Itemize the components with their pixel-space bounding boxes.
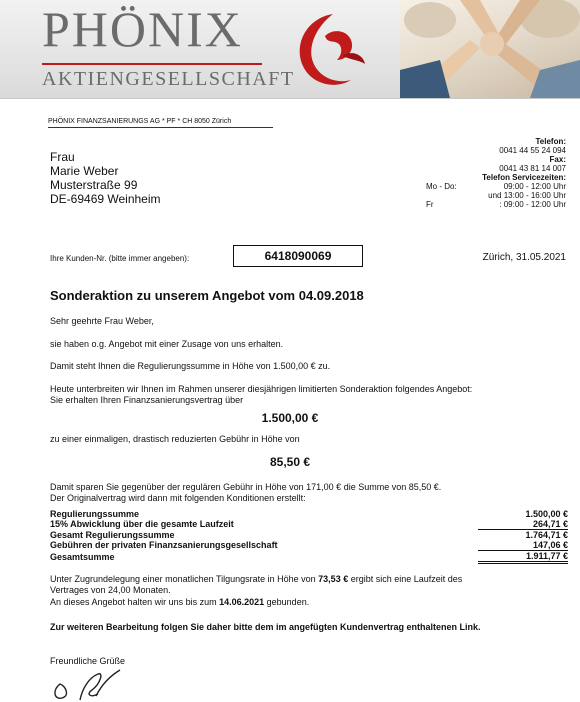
- fax-number: 0041 43 81 14 007: [499, 164, 566, 173]
- condition-label: Regulierungssumme: [50, 509, 140, 519]
- monthly-rate: 73,53 €: [318, 574, 349, 584]
- phoenix-emblem-icon: [285, 6, 375, 94]
- paragraph-5b: Der Originalvertrag wird dann mit folgenden Konditionen erstellt:: [50, 493, 306, 503]
- recipient-city: DE-69469 Weinheim: [50, 192, 161, 206]
- signature-icon: [50, 664, 160, 702]
- condition-value: 1.911,77 €: [478, 551, 568, 563]
- table-row: [50, 551, 568, 563]
- condition-label: 15% Abwicklung über die gesamte Laufzeit: [50, 519, 234, 530]
- valid-until-date: 14.06.2021: [219, 597, 265, 607]
- table-row: [50, 519, 568, 530]
- phone-number: 0041 44 55 24 094: [499, 146, 566, 155]
- table-row: [50, 509, 568, 519]
- recipient-salutation: Frau: [50, 150, 75, 164]
- logo-subtitle: AKTIENGESELLSCHAFT: [42, 68, 295, 90]
- conditions-table: [50, 509, 568, 564]
- paragraph-4: zu einer einmaligen, drastisch reduzierten Gebühr in Höhe von: [50, 434, 300, 444]
- terms-line-2: Vertrages von 24,00 Monaten.: [50, 585, 171, 595]
- logo-wordmark: PHÖNIX: [42, 1, 243, 57]
- sender-underline: [48, 127, 273, 128]
- service-hours: [426, 182, 566, 209]
- greeting: Sehr geehrte Frau Weber,: [50, 316, 154, 326]
- terms-line-3: An dieses Angebot halten wir uns bis zum 14.06.2021 gebunden.: [50, 597, 310, 607]
- final-note: Zur weiteren Bearbeitung folgen Sie daher bitte dem im angefügten Kundenvertrag enthaltenen Link.: [50, 622, 481, 632]
- condition-value: 264,71 €: [478, 519, 568, 530]
- paragraph-2: Damit steht Ihnen die Regulierungssumme in Höhe von 1.500,00 € zu.: [50, 361, 331, 371]
- condition-label: Gesamt Regulierungssumme: [50, 529, 175, 540]
- condition-value: 147,06 €: [478, 540, 568, 551]
- paragraph-3b: Sie erhalten Ihren Finanzsanierungsvertrag über: [50, 395, 244, 405]
- condition-label: Gebühren der privaten Finanzsanierungsgesellschaft: [50, 540, 278, 551]
- fax-label: Fax:: [549, 155, 566, 164]
- amount-contract: 1.500,00 €: [261, 411, 319, 425]
- sender-line: PHÖNIX FINANZSANIERUNGS AG * PF * CH 8050 Zürich: [48, 118, 232, 125]
- phone-label: Telefon:: [535, 137, 566, 146]
- hours-row: Mo - Do: 09:00 - 12:00 Uhr: [426, 182, 566, 191]
- paragraph-5a: Damit sparen Sie gegenüber der regulären Gebühr in Höhe von 171,00 € die Summe von 85,50 €.: [50, 482, 442, 492]
- condition-label: Gesamtsumme: [50, 551, 115, 562]
- letterhead: [0, 0, 580, 100]
- closing: Freundliche Grüße: [50, 656, 126, 666]
- condition-value: 1.500,00 €: [525, 509, 568, 519]
- recipient-address: [50, 150, 161, 206]
- terms-line-1: Unter Zugrundelegung einer monatlichen Tilgungsrate in Höhe von 73,53 € ergibt sich eine Laufzeit des: [50, 574, 463, 584]
- letter-date: Zürich, 31.05.2021: [482, 252, 566, 263]
- table-row: [50, 540, 568, 551]
- logo-divider: [42, 63, 262, 65]
- paragraph-1: sie haben o.g. Angebot mit einer Zusage von uns erhalten.: [50, 339, 284, 349]
- contact-block: [426, 137, 566, 209]
- teamwork-photo: [400, 0, 580, 98]
- customer-number: 6418090069: [264, 249, 332, 263]
- amount-fee: 85,50 €: [269, 455, 311, 469]
- table-row: [50, 530, 568, 541]
- letter-subject: Sonderaktion zu unserem Angebot vom 04.09.2018: [50, 288, 364, 303]
- recipient-street: Musterstraße 99: [50, 178, 138, 192]
- paragraph-3a: Heute unterbreiten wir Ihnen im Rahmen unserer diesjährigen limitierten Sonderaktion folgendes Angebot:: [50, 384, 473, 394]
- recipient-name: Marie Weber: [50, 164, 119, 178]
- hours-row: und 13:00 - 16:00 Uhr: [488, 191, 566, 200]
- hands-together-icon: [400, 0, 580, 98]
- customer-number-label: Ihre Kunden-Nr. (bitte immer angeben):: [50, 254, 190, 263]
- condition-value: 1.764,71 €: [525, 530, 568, 540]
- customer-number-box: [233, 245, 363, 267]
- service-hours-label: Telefon Servicezeiten:: [482, 173, 566, 182]
- header-rule: [0, 98, 580, 99]
- hours-row: Fr : 09:00 - 12:00 Uhr: [426, 200, 566, 209]
